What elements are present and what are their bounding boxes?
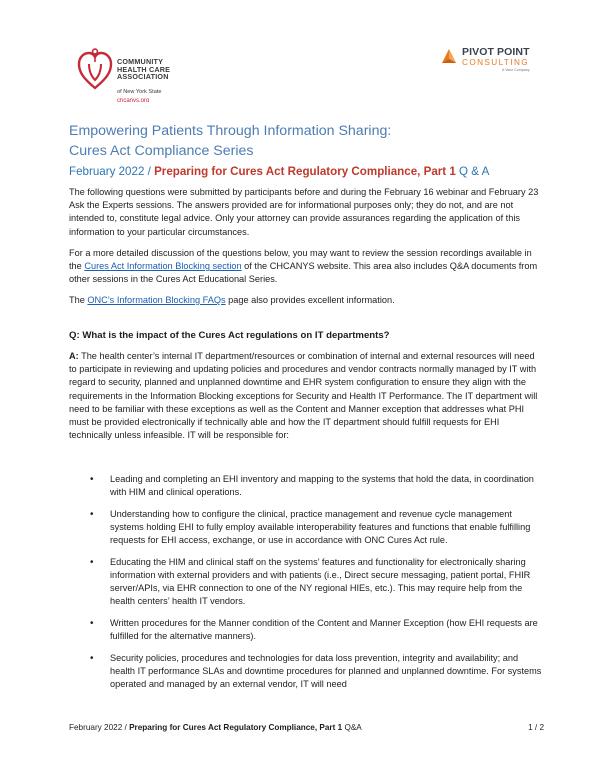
subheading-title: Preparing for Cures Act Regulatory Compliance, Part 1 — [154, 165, 456, 178]
org-name-line: ASSOCIATION — [117, 72, 169, 82]
heart-logo-icon — [77, 48, 113, 92]
answer-label: A: — [69, 351, 79, 361]
list-item: • Educating the HIM and clinical staff on the systems’ features and functionality for electronically sharing information with external providers and with patients (i.e., Direct secure messaging, patient portal, FHIR server/APIs, via EHR connection to one of the NY regional HIEs, etc.). This may require help from the health centers’ health IT vendors. — [90, 556, 544, 609]
page-footer — [69, 723, 544, 732]
intro-paragraph: The following questions were submitted by participants before and during the February 16 webinar and February 23 Ask the Experts sessions. The answers provided are for informational purposes only; they do not, and are not intended to, constitute legal advice. Only your attorney can provide assurances regarding the application of this information to your particular circumstances. — [69, 187, 539, 237]
onc-paragraph — [69, 294, 544, 307]
page-number: 1 / 2 — [528, 723, 544, 732]
partner-name: PIVOT POINT — [462, 46, 530, 58]
org-subtitle: of New York State — [117, 89, 162, 95]
footer-date: February 2022 / — [69, 723, 130, 732]
onc-text: page also provides excellent information. — [225, 295, 395, 305]
answer-paragraph — [69, 350, 544, 442]
onc-text: The — [69, 295, 88, 305]
list-item: • Written procedures for the Manner condition of the Content and Manner Exception (how EHI requests are fulfilled for the alternative manners). — [90, 617, 544, 643]
footer-title: Preparing for Cures Act Regulatory Compliance, Part 1 — [129, 723, 343, 732]
detail-text: of the CHCANYS website. This area also includes Q&A documents from other sessions in the Cures Act Educational Series. — [69, 261, 538, 285]
org-url: chcanys.org — [117, 98, 150, 102]
title-line: Cures Act Compliance Series — [69, 143, 254, 159]
list-item: • Understanding how to configure the clinical, practice management and revenue cycle management systems holding EHI to fully employ available interoperability features and functions that enable fulfilling requests for EHI access, exchange, or use in accordance with ONC Cures Act rule. — [90, 508, 544, 548]
list-item: • Security policies, procedures and technologies for data loss prevention, integrity and availability; and health IT performance SLAs and downtime procedures for planned and unplanned downtime. For systems operated and managed by an external vendor, IT will need — [90, 652, 544, 692]
cures-act-section-link[interactable]: Cures Act Information Blocking section — [84, 261, 242, 272]
list-item: • Leading and completing an EHI inventory and mapping to the systems that hold the data, in coordination with HIM and clinical operations. — [90, 473, 544, 499]
question-heading: Q: What is the impact of the Cures Act regulations on IT departments? — [69, 330, 390, 341]
chcanys-logo — [77, 42, 202, 102]
partner-subtitle: CONSULTING — [462, 58, 530, 67]
title-line: Empowering Patients Through Information Sharing: — [69, 123, 392, 139]
document-subheading — [69, 164, 489, 180]
footer-suffix: Q&A — [342, 723, 362, 732]
answer-text: The health center’s internal IT department/resources or combination of internal and external resources will need to participate in reviewing and updating policies and procedures and vendor contracts normally managed by IT with regard to security, planned and unplanned downtime and EHR system configuration to ensure they align with the requirements in the Information Blocking exceptions for Security and Health IT Performance. The IT department will need to be familiar with these exceptions as well as the Content and Manner exception that addresses what PHI must be provided electronically if technically able and how the IT department should fulfill requests for EHI technically unless infeasible. IT will be responsible for: — [69, 351, 538, 441]
org-name — [117, 58, 170, 81]
onc-faq-link[interactable]: ONC’s Information Blocking FAQs — [87, 295, 226, 305]
responsibility-list — [90, 473, 544, 700]
pivot-point-logo — [440, 46, 540, 76]
subheading-suffix: Q & A — [455, 165, 490, 178]
pivot-point-mark-icon — [440, 47, 458, 65]
page-title — [69, 121, 391, 161]
subheading-date: February 2022 / — [69, 165, 155, 178]
detail-text: For a more detailed discussion of the questions below, you may want to review the session recordings available in the — [69, 248, 532, 272]
detail-paragraph — [69, 247, 544, 287]
org-name-line: HEALTH CARE — [117, 64, 171, 74]
partner-tagline: A Vaco Company — [502, 68, 530, 72]
org-name-line: COMMUNITY — [117, 57, 164, 66]
